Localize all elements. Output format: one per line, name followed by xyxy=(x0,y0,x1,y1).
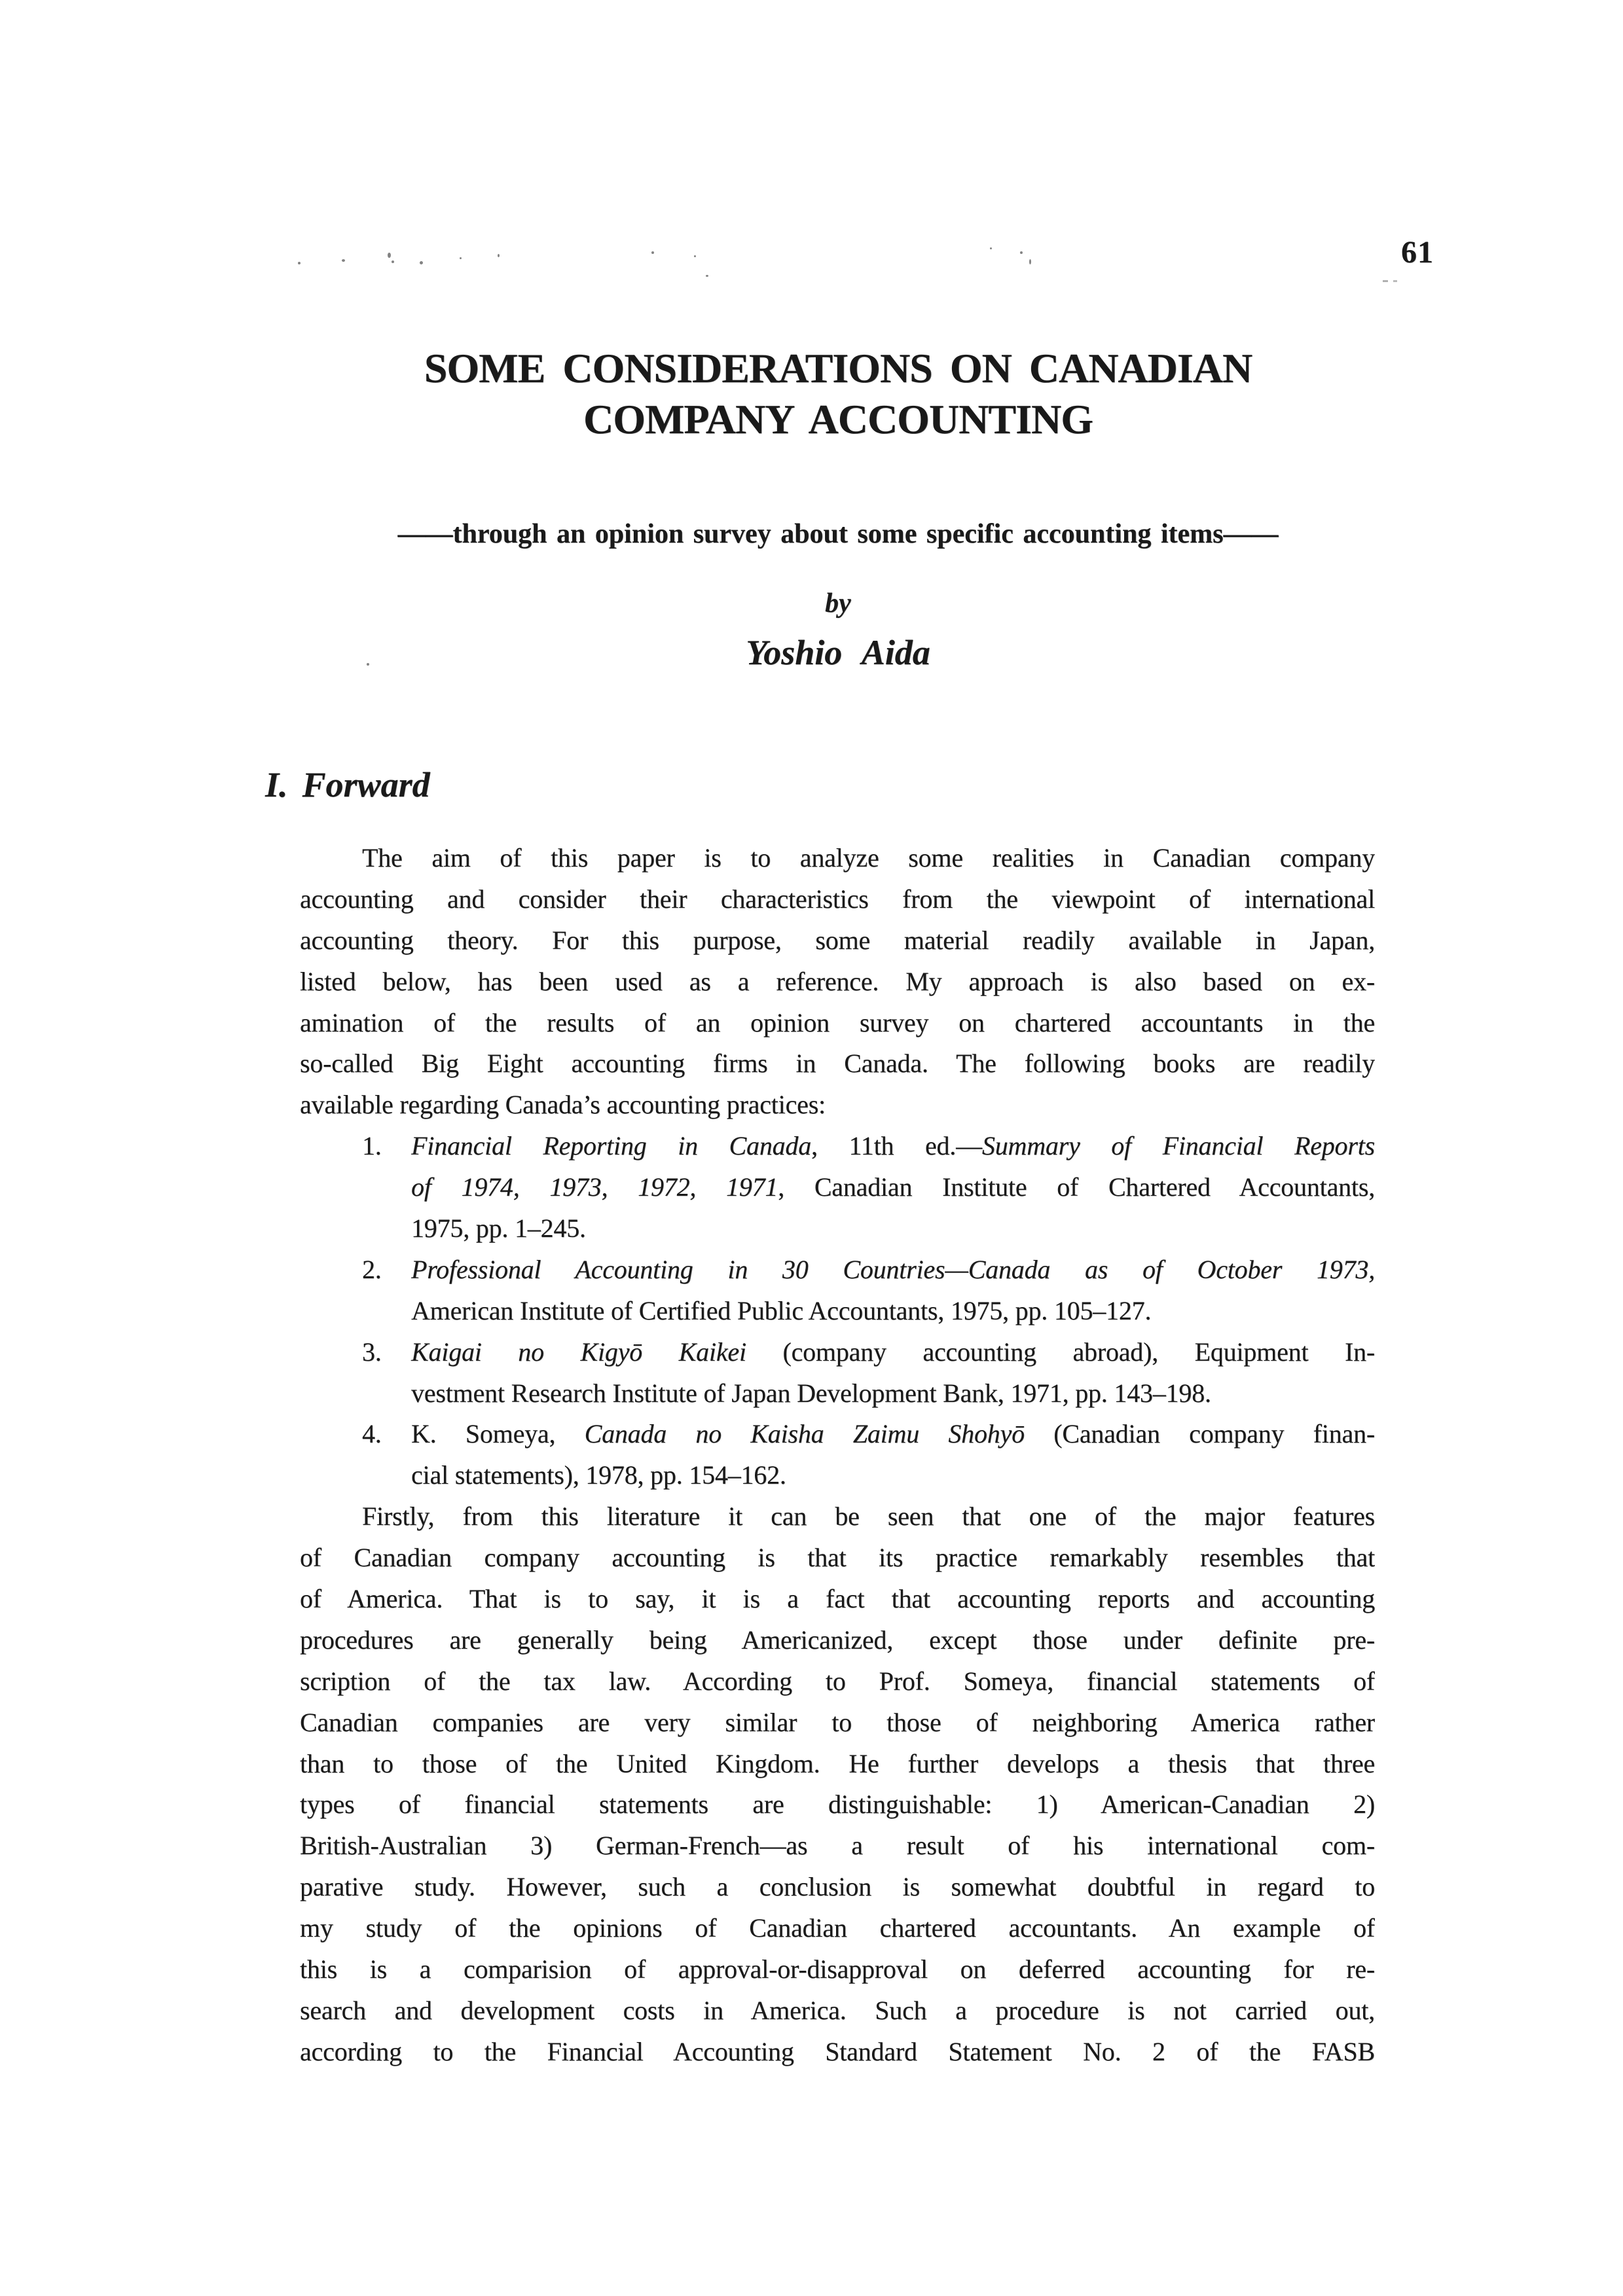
section-title: Forward xyxy=(302,765,430,804)
italic-text-segment: Summary of Financial Reports xyxy=(981,1131,1375,1161)
body-line xyxy=(300,1784,1375,1825)
body-line xyxy=(300,1537,1375,1579)
scan-speck xyxy=(460,257,462,259)
body-line xyxy=(300,1579,1375,1620)
body-line xyxy=(300,1702,1375,1744)
text-segment: types of financial statements are distinguishable: 1) American-Canadian 2) xyxy=(300,1789,1375,1820)
section-number: I. xyxy=(265,765,288,804)
scan-speck xyxy=(990,247,992,249)
reference-line xyxy=(300,1249,1375,1291)
text-segment: K. Someya, xyxy=(411,1419,585,1449)
body-line xyxy=(300,2032,1375,2073)
list-marker: 1. xyxy=(362,1131,382,1161)
scan-speck xyxy=(651,251,654,254)
paper-subtitle: ——through an opinion survey about some specific accounting items—— xyxy=(397,519,1279,549)
text-segment: cial statements), 1978, pp. 154–162. xyxy=(411,1460,786,1490)
body-line xyxy=(300,961,1375,1003)
italic-text-segment: Financial Reporting in Canada xyxy=(411,1131,812,1161)
text-segment: of Canadian company accounting is that its practice remarkably resembles that xyxy=(300,1543,1375,1573)
reference-line xyxy=(300,1455,1375,1496)
text-segment: (company accounting abroad), Equipment In- xyxy=(746,1336,1375,1367)
text-segment: available regarding Canada’s accounting practices: xyxy=(300,1090,826,1120)
body-line xyxy=(300,1620,1375,1661)
body-line xyxy=(300,879,1375,920)
text-segment: listed below, has been used as a reference. My approach is also based on ex- xyxy=(300,966,1375,996)
paper-title-line2: COMPANY ACCOUNTING xyxy=(583,396,1093,442)
body-line xyxy=(300,1496,1375,1537)
list-marker: 3. xyxy=(362,1336,382,1367)
list-marker: 4. xyxy=(362,1419,382,1449)
body-line xyxy=(300,1085,1375,1126)
byline-author: Yoshio Aida xyxy=(746,633,930,672)
text-segment: search and development costs in America. Such a procedure is not carried out, xyxy=(300,1995,1375,2025)
italic-text-segment: Professional Accounting in 30 Countries—Canada as of October 1973, xyxy=(411,1254,1375,1284)
text-segment: accounting theory. For this purpose, some material readily available in Japan, xyxy=(300,925,1375,955)
body-line xyxy=(300,1908,1375,1949)
text-segment: The aim of this paper is to analyze some realities in Canadian company xyxy=(362,843,1375,872)
page-number: 61 xyxy=(1401,235,1434,270)
text-segment: my study of the opinions of Canadian chartered accountants. An example of xyxy=(300,1913,1375,1943)
scan-speck xyxy=(694,255,696,257)
paper-title-line1: SOME CONSIDERATIONS ON CANADIAN xyxy=(424,345,1252,391)
scan-speck xyxy=(1383,280,1388,282)
body-text xyxy=(300,838,1375,2073)
body-line xyxy=(300,1949,1375,1990)
scan-speck xyxy=(342,259,345,262)
text-segment: this is a comparision of approval-or-disapproval on deferred accounting for re- xyxy=(300,1954,1375,1984)
scan-speck xyxy=(1029,259,1031,264)
text-segment: , Canadian Institute of Chartered Accountants, xyxy=(778,1172,1375,1202)
scan-speck xyxy=(1020,251,1023,254)
body-line xyxy=(300,1744,1375,1785)
scan-speck xyxy=(388,253,391,258)
text-segment: parative study. However, such a conclusion is somewhat doubtful in regard to xyxy=(300,1872,1375,1902)
paper-title xyxy=(223,343,1453,445)
reference-line xyxy=(300,1373,1375,1414)
text-segment: so-called Big Eight accounting firms in Canada. The following books are readily xyxy=(300,1049,1375,1079)
list-marker: 2. xyxy=(362,1254,382,1284)
reference-line xyxy=(300,1332,1375,1373)
text-segment: American Institute of Certified Public Accountants, 1975, pp. 105–127. xyxy=(411,1295,1152,1325)
body-line xyxy=(300,1043,1375,1085)
reference-line xyxy=(300,1208,1375,1249)
reference-line xyxy=(300,1414,1375,1455)
text-segment: 1975, pp. 1–245. xyxy=(411,1213,586,1244)
text-segment: than to those of the United Kingdom. He further develops a thesis that three xyxy=(300,1748,1375,1778)
scan-speck xyxy=(420,261,423,264)
body-line xyxy=(300,1003,1375,1044)
body-line xyxy=(300,1867,1375,1908)
text-segment: British-Australian 3) German-French—as a result of his international com- xyxy=(300,1831,1375,1861)
text-segment: Canadian companies are very similar to those of neighboring America rather xyxy=(300,1707,1375,1737)
body-line xyxy=(300,838,1375,879)
body-line xyxy=(300,1990,1375,2032)
scan-speck xyxy=(298,262,301,264)
italic-text-segment: of 1974, 1973, 1972, 1971 xyxy=(411,1172,778,1202)
scan-speck xyxy=(706,275,708,277)
text-segment: procedures are generally being Americanized, except those under definite pre- xyxy=(300,1624,1375,1655)
body-line xyxy=(300,920,1375,961)
reference-line xyxy=(300,1126,1375,1167)
body-line xyxy=(300,1825,1375,1867)
text-segment: (Canadian company finan- xyxy=(1024,1419,1375,1449)
text-segment: of America. That is to say, it is a fact that accounting reports and accounting xyxy=(300,1584,1375,1614)
italic-text-segment: Kaigai no Kigyō Kaikei xyxy=(411,1336,746,1367)
scan-speck xyxy=(1393,280,1397,282)
text-segment: accounting and consider their characteristics from the viewpoint of international xyxy=(300,884,1375,914)
byline-by: by xyxy=(825,588,851,619)
reference-line xyxy=(300,1167,1375,1208)
body-line xyxy=(300,1661,1375,1702)
text-segment: , 11th ed.— xyxy=(811,1131,982,1161)
text-segment: scription of the tax law. According to Prof. Someya, financial statements of xyxy=(300,1666,1375,1696)
italic-text-segment: Canada no Kaisha Zaimu Shohyō xyxy=(584,1419,1025,1449)
text-segment: Firstly, from this literature it can be seen that one of the major features xyxy=(362,1501,1375,1532)
scan-speck xyxy=(498,254,500,257)
section-heading xyxy=(265,764,430,805)
text-segment: vestment Research Institute of Japan Development Bank, 1971, pp. 143–198. xyxy=(411,1378,1211,1408)
reference-line xyxy=(300,1291,1375,1332)
scan-speck xyxy=(392,260,394,263)
text-segment: according to the Financial Accounting Standard Statement No. 2 of the FASB xyxy=(300,2036,1375,2066)
text-segment: amination of the results of an opinion survey on chartered accountants in the xyxy=(300,1007,1375,1037)
